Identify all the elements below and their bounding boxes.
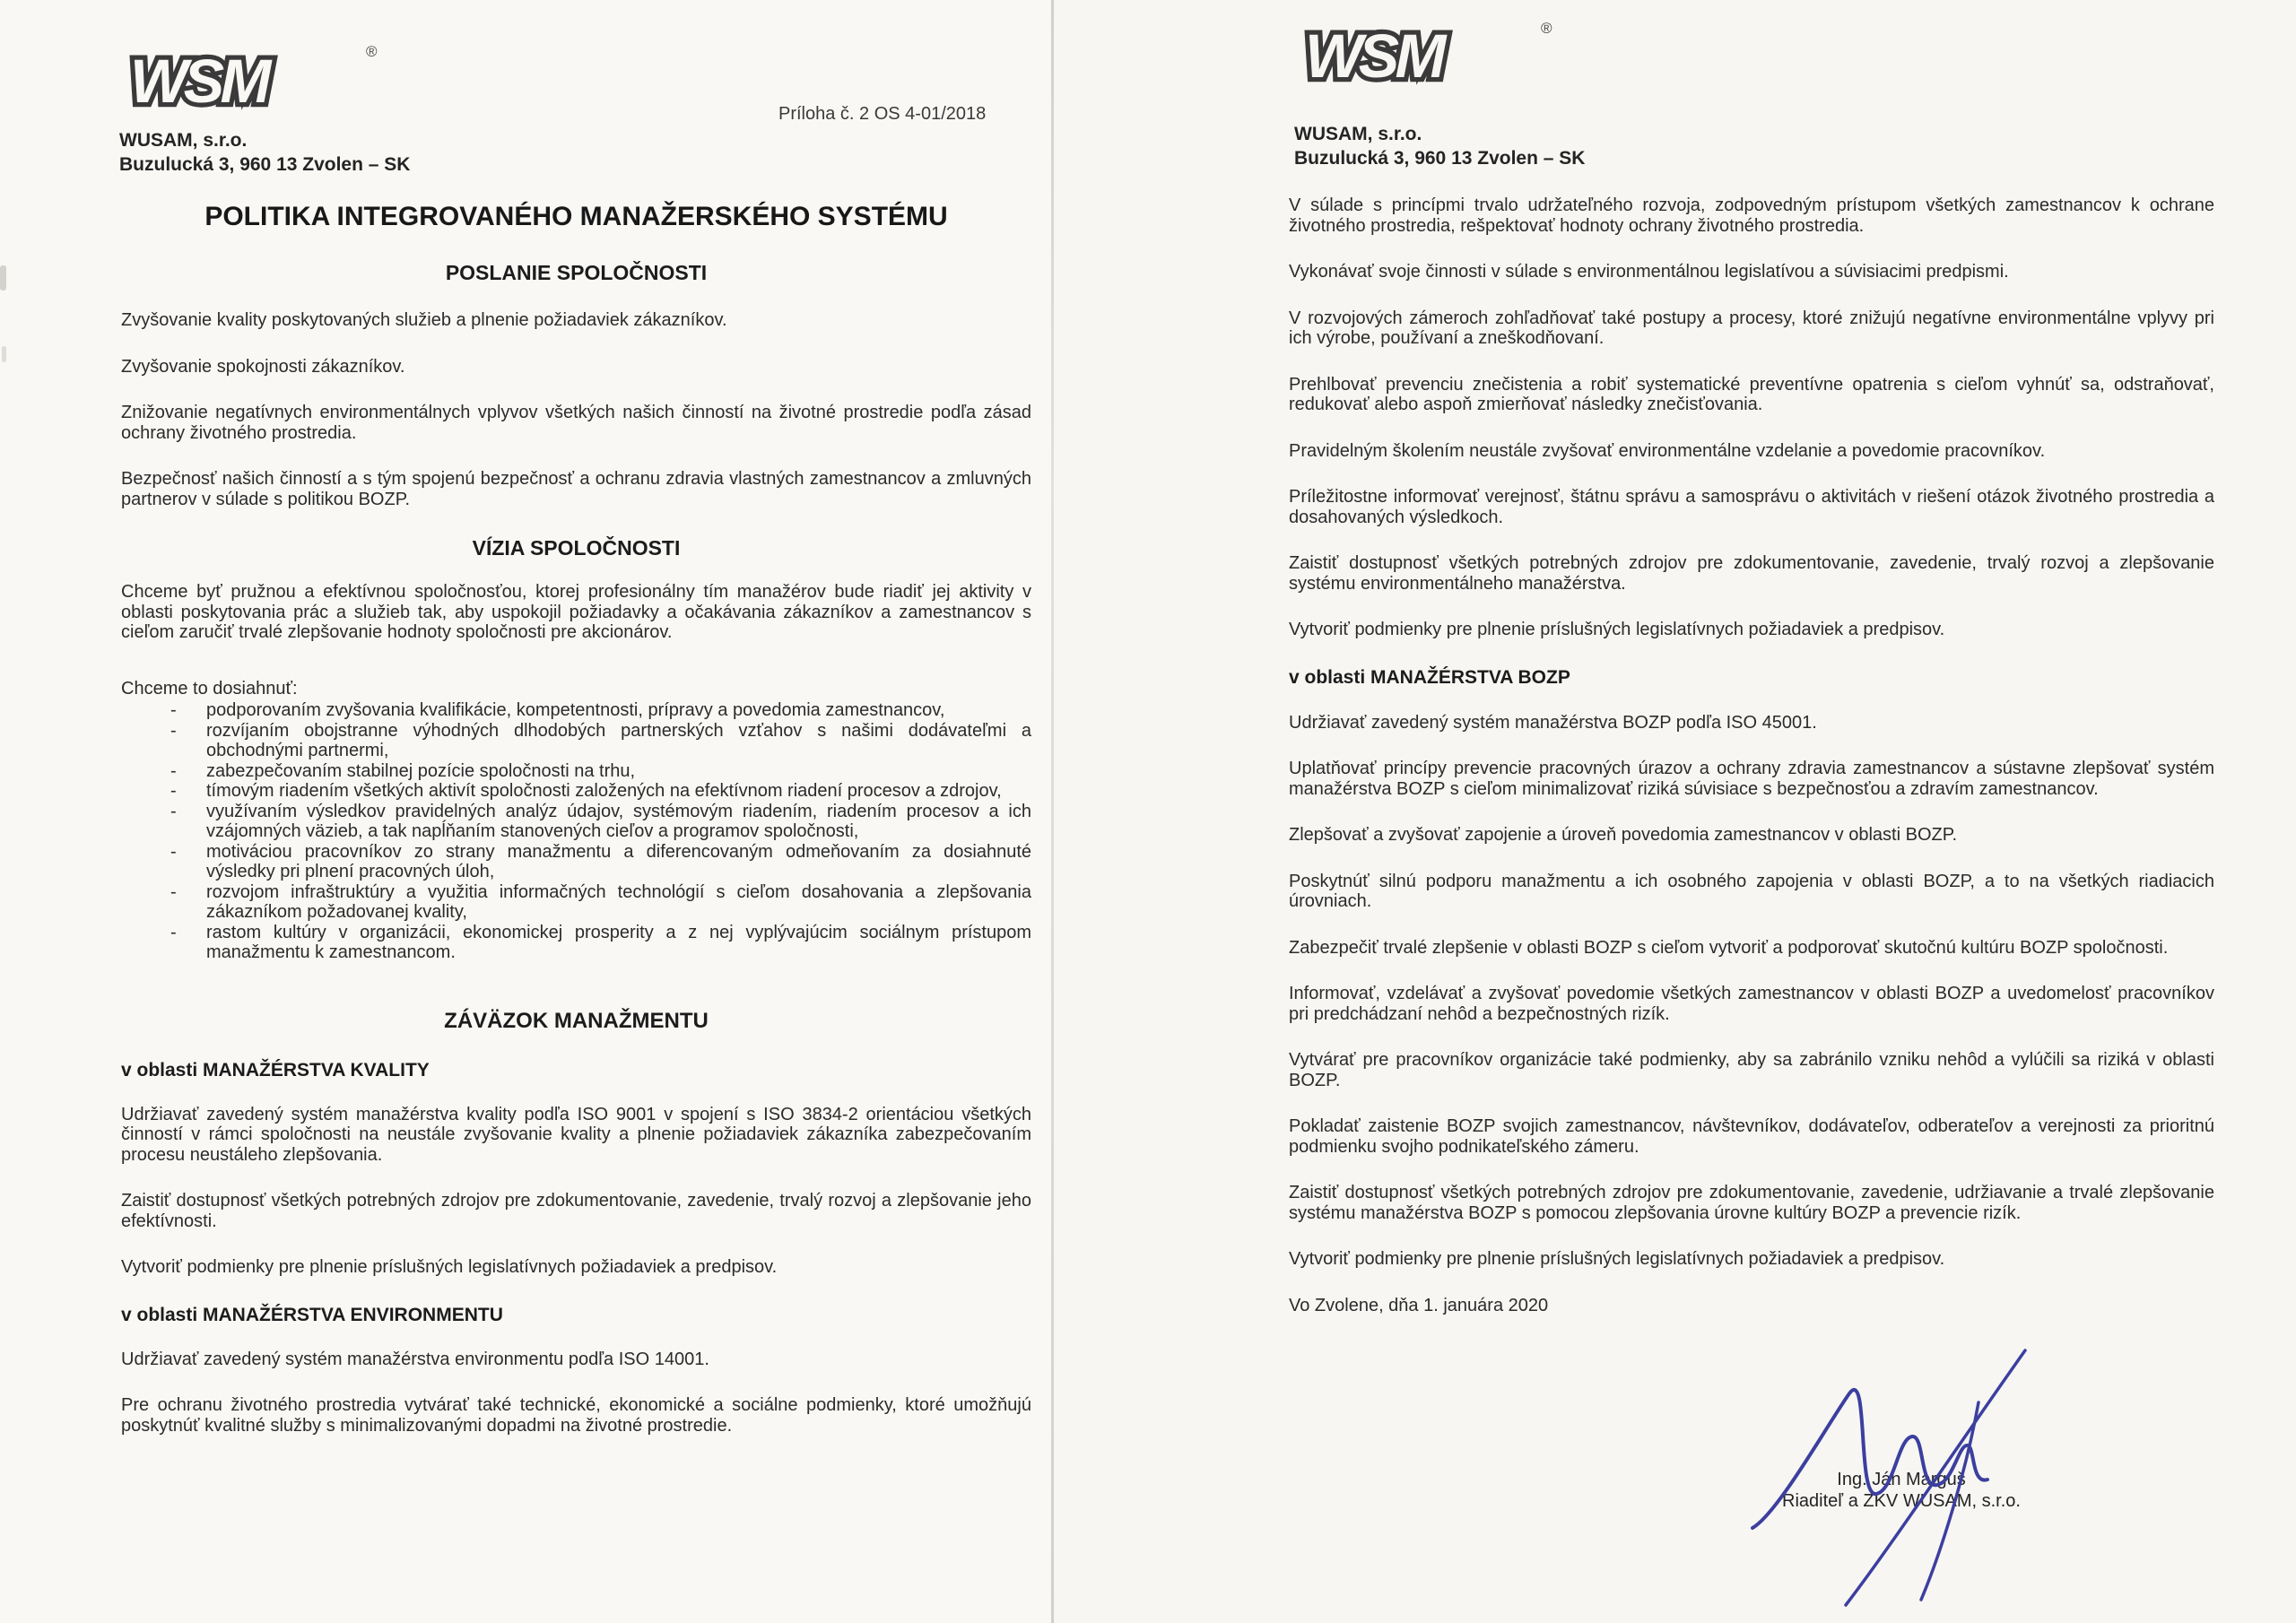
list-item-text: rastom kultúry v organizácii, ekonomickej prosperity a z nej vyplývajúcim sociálnym prístupom manažmentu k zamestnancom. <box>206 922 1031 962</box>
vision-goals-list <box>121 700 1031 963</box>
environment-policy-paragraph: V súlade s princípmi trvalo udržateľného rozvoja, zodpovedným prístupom všetkých zamestnancov k ochrane životného prostredia, rešpektovať hodnoty ochrany životného prostredia. <box>1289 195 2214 236</box>
vision-heading: VÍZIA SPOLOČNOSTI <box>472 536 681 560</box>
environment-policy-paragraph: Zaistiť dostupnosť všetkých potrebných zdrojov pre zdokumentovanie, zavedenie, trvalý rozvoj a zlepšovanie systému environmentálneho manažérstva. <box>1289 553 2214 594</box>
bozp-paragraph: Zabezpečiť trvalé zlepšenie v oblasti BOZP s cieľom vytvoriť a podporovať skutočnú kultúru BOZP spoločnosti. <box>1289 937 2169 958</box>
list-item <box>170 842 1031 882</box>
list-item-text: rozvojom infraštruktúry a využitia informačných technológií s cieľom dosahovania a zlepšovania zákazníkom požadovanej kvality, <box>206 881 1031 922</box>
list-item <box>170 802 1031 842</box>
dash-bullet: - <box>170 760 177 781</box>
quality-paragraph: Vytvoriť podmienky pre plnenie príslušných legislatívnych požiadaviek a predpisov. <box>121 1257 778 1277</box>
company-logo-icon <box>124 48 368 115</box>
vision-intro-paragraph: Chceme byť pružnou a efektívnou spoločnosťou, ktorej profesionálny tím manažérov bude riadiť jej aktivity v oblasti poskytovania prác a služieb tak, aby uspokojil požiadavky a očakávania zákazníkov a zamestnancov s cieľom zaručiť trvalé zlepšovanie hodnoty spoločnosti pre akcionárov. <box>121 582 1031 642</box>
logo-glyphs: WSM <box>1304 23 1442 90</box>
list-item <box>170 923 1031 963</box>
environment-policy-paragraph: Pravidelným školením neustále zvyšovať environmentálne vzdelanie a povedomie pracovníkov. <box>1289 440 2046 461</box>
signer-title: Riaditeľ a ZKV WUSAM, s.r.o. <box>1782 1491 2021 1511</box>
attachment-reference: Príloha č. 2 OS 4-01/2018 <box>778 104 987 124</box>
place-and-date: Vo Zvolene, dňa 1. januára 2020 <box>1289 1295 1549 1315</box>
vision-lead-in: Chceme to dosiahnuť: <box>121 678 298 699</box>
dash-bullet: - <box>170 881 177 902</box>
bozp-paragraph: Vytvárať pre pracovníkov organizácie také podmienky, aby sa zabránilo vzniku nehôd a vylúčili sa riziká v oblasti BOZP. <box>1289 1050 2214 1090</box>
mission-paragraph: Zvyšovanie spokojnosti zákazníkov. <box>121 356 405 377</box>
logo-glyphs: WSM <box>129 48 267 115</box>
mission-paragraph: Bezpečnosť našich činností a s tým spojenú bezpečnosť a ochranu zdravia vlastných zamestnancov a zmluvných partnerov v súlade s politikou BOZP. <box>121 469 1031 509</box>
bozp-paragraph: Vytvoriť podmienky pre plnenie príslušných legislatívnych požiadaviek a predpisov. <box>1289 1249 1945 1269</box>
environment-policy-paragraph: Vytvoriť podmienky pre plnenie príslušných legislatívnych požiadaviek a predpisov. <box>1289 620 1945 639</box>
mission-heading: POSLANIE SPOLOČNOSTI <box>445 261 708 284</box>
list-item <box>170 781 1031 802</box>
quality-paragraph: Zaistiť dostupnosť všetkých potrebných zdrojov pre zdokumentovanie, zavedenie, trvalý rozvoj a zlepšovanie jeho efektívnosti. <box>121 1191 1031 1231</box>
company-name: WUSAM, s.r.o. <box>1294 124 1422 144</box>
environment-paragraph: Pre ochranu životného prostredia vytvárať také technické, ekonomické a sociálne podmienky, ktoré umožňujú poskytnúť kvalitné služby s minimalizovanými dopadmi na životné prostredie. <box>121 1395 1031 1436</box>
list-item-text: tímovým riadením všetkých aktivít spoločnosti založených na efektívnom riadení procesov a zdrojov, <box>206 781 1002 801</box>
document-title: POLITIKA INTEGROVANÉHO MANAŽERSKÉHO SYSTÉMU <box>204 202 948 231</box>
dash-bullet: - <box>170 720 177 741</box>
mission-paragraph: Zvyšovanie kvality poskytovaných služieb a plnenie požiadaviek zákazníkov. <box>121 310 727 330</box>
signature-block <box>1740 1345 2063 1623</box>
list-item-text: rozvíjaním obojstranne výhodných dlhodobých partnerských vzťahov s našimi dodávateľmi a obchodnými partnermi, <box>206 720 1031 760</box>
bozp-paragraph: Pokladať zaistenie BOZP svojich zamestnancov, návštevníkov, dodávateľov, odberateľov a verejnosti za prioritnú podmienku svojho podnikateľského zámeru. <box>1289 1116 2214 1157</box>
bozp-paragraph: Zaistiť dostupnosť všetkých potrebných zdrojov pre zdokumentovanie, zavedenie, udržiavanie a trvalé zlepšovanie systému manažérstva BOZP s pomocou zlepšovania úrovne kultúry BOZP a prevencie rizík. <box>1289 1183 2214 1223</box>
dash-bullet: - <box>170 781 177 801</box>
environment-policy-paragraph: V rozvojových zámeroch zohľadňovať také postupy a procesy, ktoré znižujú negatívne environmentálne vplyvy pri ich výrobe, používaní a zneškodňovaní. <box>1289 308 2214 348</box>
company-logo-icon <box>1299 23 1543 90</box>
bozp-paragraph: Poskytnúť silnú podporu manažmentu a ich osobného zapojenia v oblasti BOZP, a to na všetkých riadiacich úrovniach. <box>1289 871 2214 911</box>
company-name: WUSAM, s.r.o. <box>119 130 248 151</box>
list-item <box>170 882 1031 923</box>
bozp-paragraph: Udržiavať zavedený systém manažérstva BOZP podľa ISO 45001. <box>1289 712 1817 733</box>
list-item-text: podporovaním zvyšovania kvalifikácie, kompetentnosti, prípravy a povedomia zamestnancov, <box>206 700 945 720</box>
bozp-paragraph: Informovať, vzdelávať a zvyšovať povedomie všetkých zamestnancov v oblasti BOZP a uvedomelosť pracovníkov pri predchádzaní nehôd a bezpečnostných rizík. <box>1289 984 2214 1024</box>
bozp-subheading: v oblasti MANAŽÉRSTVA BOZP <box>1289 666 1570 688</box>
dash-bullet: - <box>170 922 177 942</box>
document-page-1 <box>0 0 1054 1623</box>
page-2-text-column <box>1289 195 2214 1315</box>
quality-subheading: v oblasti MANAŽÉRSTVA KVALITY <box>121 1059 430 1081</box>
registered-trademark-icon: ® <box>366 43 378 60</box>
bozp-paragraph: Uplatňovať princípy prevencie pracovných úrazov a ochrany zdravia zamestnancov a sústavne zlepšovať systém manažérstva BOZP s cieľom minimalizovať riziká súvisiace s bezpečnosťou a zdravím zamestnancov. <box>1289 759 2214 799</box>
company-address: Buzulucká 3, 960 13 Zvolen – SK <box>119 154 411 175</box>
company-address-block <box>119 128 410 177</box>
dash-bullet: - <box>170 801 177 821</box>
environment-policy-paragraph: Vykonávať svoje činnosti v súlade s environmentálnou legislatívou a súvisiacimi predpismi. <box>1289 262 2009 282</box>
registered-trademark-icon: ® <box>1541 20 1552 37</box>
environment-policy-paragraph: Prehlbovať prevenciu znečistenia a robiť systematické preventívne opatrenia s cieľom vyhnúť sa, odstraňovať, redukovať alebo aspoň zmierňovať následky znečisťovania. <box>1289 374 2214 414</box>
list-item <box>170 700 1031 721</box>
list-item-text: motiváciou pracovníkov zo strany manažmentu a diferencovaným odmeňovaním za dosiahnuté výsledky pri plnení pracovných úloh, <box>206 841 1031 881</box>
list-item-text: zabezpečovaním stabilnej pozície spoločnosti na trhu, <box>206 760 636 781</box>
mission-paragraph: Znižovanie negatívnych environmentálnych vplyvov všetkých našich činností na životné prostredie podľa zásad ochrany životného prostredia. <box>121 403 1031 443</box>
list-item <box>170 721 1031 761</box>
scan-artifact <box>2 346 6 362</box>
dash-bullet: - <box>170 841 177 862</box>
document-page-2 <box>1054 0 2296 1623</box>
company-address-block <box>1294 122 1585 170</box>
scan-artifact <box>0 265 6 291</box>
bozp-paragraph: Zlepšovať a zvyšovať zapojenie a úroveň povedomia zamestnancov v oblasti BOZP. <box>1289 825 1958 845</box>
page-1-text-column <box>121 201 1031 1436</box>
page-seam-divider <box>1051 0 1054 1623</box>
environment-subheading: v oblasti MANAŽÉRSTVA ENVIRONMENTU <box>121 1304 503 1325</box>
quality-paragraph: Udržiavať zavedený systém manažérstva kvality podľa ISO 9001 v spojení s ISO 3834-2 orientáciou všetkých činností v rámci spoločnosti na neustále zvyšovanie kvality a plnenie požiadaviek zákazníka zabezpečovaním procesu neustáleho zlepšovania. <box>121 1104 1031 1165</box>
dash-bullet: - <box>170 700 177 720</box>
environment-policy-paragraph: Príležitostne informovať verejnosť, štátnu správu a samosprávu o aktivitách v riešení otázok životného prostredia a dosahovaných výsledkoch. <box>1289 487 2214 527</box>
signer-name: Ing. Ján Marguš <box>1837 1470 1966 1489</box>
company-address: Buzulucká 3, 960 13 Zvolen – SK <box>1294 148 1586 169</box>
list-item <box>170 761 1031 782</box>
environment-paragraph: Udržiavať zavedený systém manažérstva environmentu podľa ISO 14001. <box>121 1349 709 1369</box>
list-item-text: využívaním výsledkov pravidelných analýz údajov, systémovým riadením, riadením procesov a ich vzájomných väzieb, a tak napĺňaním stanovených cieľov a programov spoločnosti, <box>206 801 1031 841</box>
commitment-heading: ZÁVÄZOK MANAŽMENTU <box>444 1008 709 1033</box>
